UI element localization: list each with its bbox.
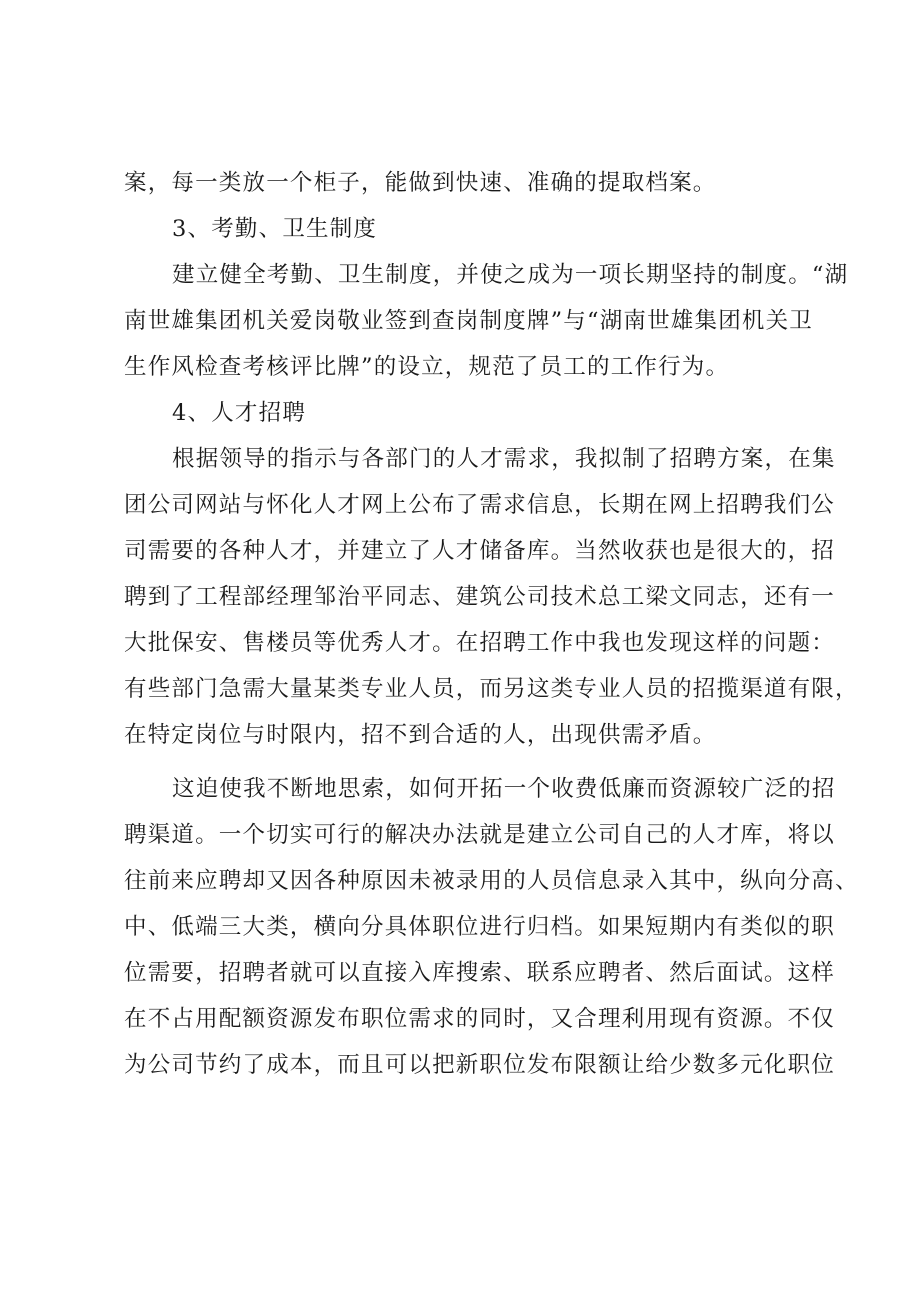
text-line: 生作风检查考核评比牌”的设立，规范了员工的工作行为。 xyxy=(124,354,730,380)
text-line: 聘到了工程部经理邹治平同志、建筑公司技术总工梁文同志，还有一 xyxy=(124,584,836,610)
section-heading-attendance-hygiene: 3、考勤、卫生制度 xyxy=(172,216,378,242)
text-line: 在特定岗位与时限内，招不到合适的人，出现供需矛盾。 xyxy=(124,722,717,748)
text-line: 往前来应聘却又因各种原因未被录用的人员信息录入其中，纵向分高、 xyxy=(124,868,859,894)
body-text xyxy=(124,160,859,1088)
section-heading-recruitment: 4、人才招聘 xyxy=(172,400,307,426)
text-line: 有些部门急需大量某类专业人员，而另这类专业人员的招揽渠道有限， xyxy=(124,676,859,702)
text-line: 大批保安、售楼员等优秀人才。在招聘工作中我也发现这样的问题： xyxy=(124,630,836,656)
text-line: 司需要的各种人才，并建立了人才储备库。当然收获也是很大的，招 xyxy=(124,538,836,564)
text-line: 这迫使我不断地思索，如何开拓一个收费低廉而资源较广泛的招 xyxy=(172,776,836,802)
text-line: 位需要，招聘者就可以直接入库搜索、联系应聘者、然后面试。这样 xyxy=(124,960,836,986)
text-line: 聘渠道。一个切实可行的解决办法就是建立公司自己的人才库，将以 xyxy=(124,822,836,848)
text-line: 在不占用配额资源发布职位需求的同时，又合理利用现有资源。不仅 xyxy=(124,1006,836,1032)
text-line: 中、低端三大类，横向分具体职位进行归档。如果短期内有类似的职 xyxy=(124,914,836,940)
text-line: 为公司节约了成本，而且可以把新职位发布限额让给少数多元化职位 xyxy=(124,1052,836,1078)
text-line: 根据领导的指示与各部门的人才需求，我拟制了招聘方案，在集 xyxy=(172,446,836,472)
text-line: 南世雄集团机关爱岗敬业签到查岗制度牌”与“湖南世雄集团机关卫 xyxy=(124,308,814,334)
text-line: 建立健全考勤、卫生制度，并使之成为一项长期坚持的制度。“湖 xyxy=(172,262,849,288)
text-line: 案，每一类放一个柜子，能做到快速、准确的提取档案。 xyxy=(124,170,717,196)
text-line: 团公司网站与怀化人才网上公布了需求信息，长期在网上招聘我们公 xyxy=(124,492,836,518)
